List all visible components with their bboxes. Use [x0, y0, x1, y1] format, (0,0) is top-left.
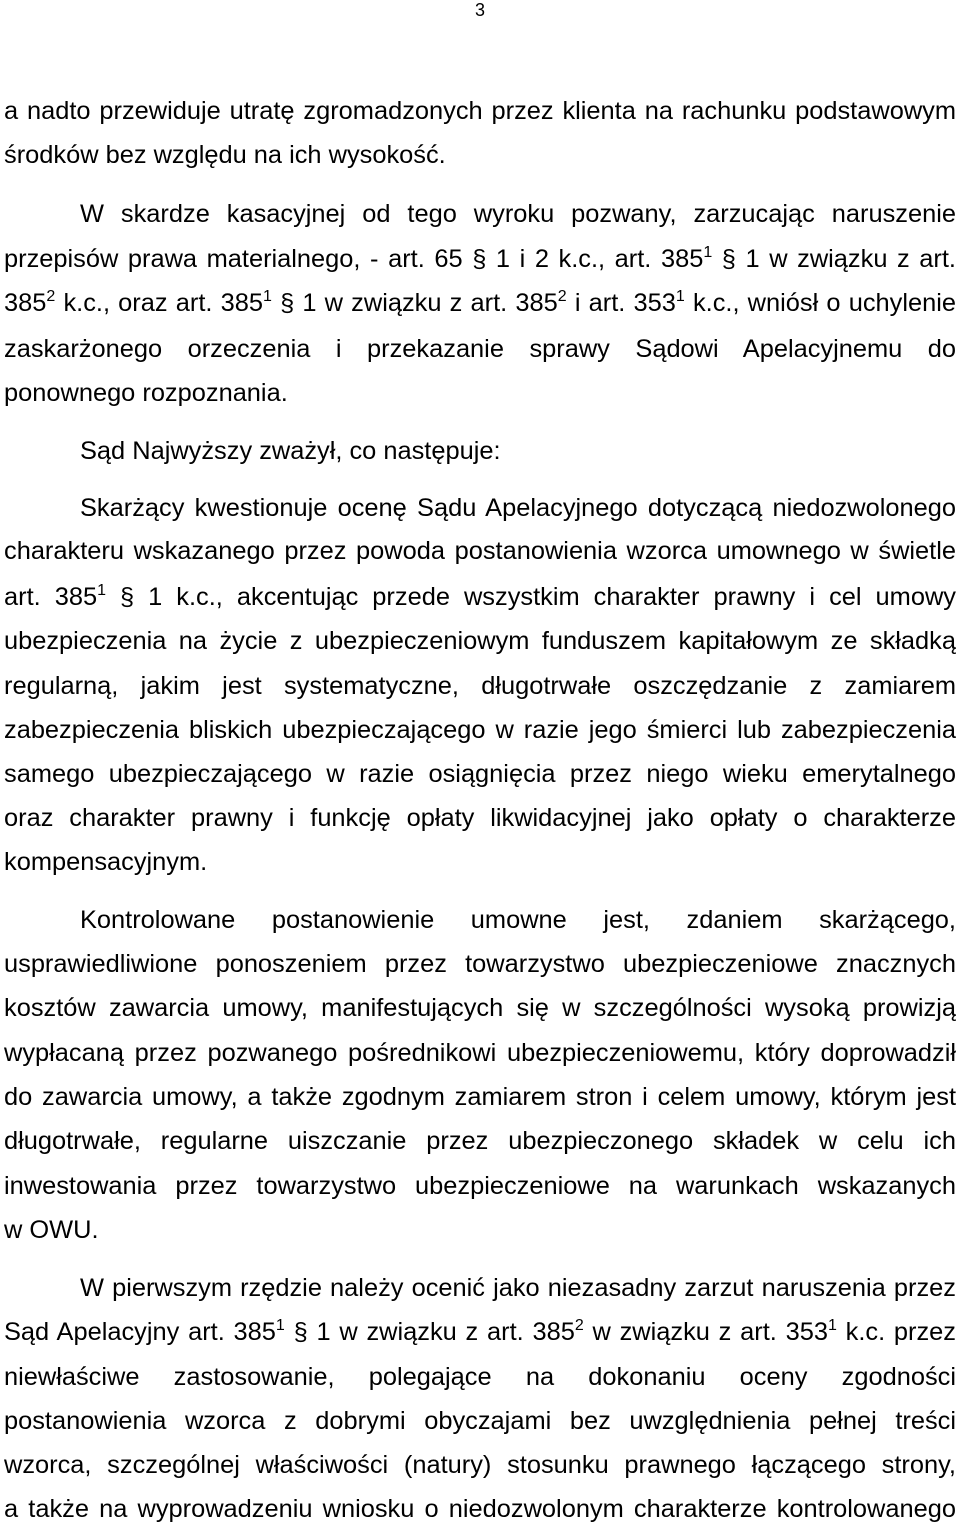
text-line — [4, 949, 956, 979]
line-text: § 1 w związku z art. 385 — [271, 289, 558, 317]
line-text: § 1 w związku z art. — [712, 245, 956, 273]
line-text: art. 385 — [4, 583, 98, 611]
text-line — [4, 759, 956, 789]
line-text: wypłacaną przez pozwanego pośrednikowi ubezpieczeniowemu, który doprowadził — [4, 1039, 956, 1067]
text-line — [4, 1494, 956, 1524]
superscript: 1 — [275, 1317, 285, 1334]
line-text: ponownego rozpoznania. — [4, 379, 288, 407]
line-text: W skardze kasacyjnej od tego wyroku pozwany, zarzucając naruszenie — [80, 200, 956, 228]
line-text: w OWU. — [4, 1216, 99, 1244]
line-text: a nadto przewiduje utratę zgromadzonych przez klienta na rachunku podstawowym — [4, 97, 956, 125]
text-line — [4, 199, 956, 229]
text-line — [4, 1317, 956, 1347]
line-text: 385 — [4, 289, 47, 317]
line-text: zabezpieczenia bliskich ubezpieczającego w razie jego śmierci lub zabezpieczenia — [4, 716, 956, 744]
line-text: Sąd Apelacyjny art. 385 — [4, 1318, 276, 1346]
line-text: zaskarżonego orzeczenia i przekazanie sprawy Sądowi Apelacyjnemu do — [4, 335, 956, 363]
text-line — [4, 1450, 956, 1480]
superscript: 1 — [97, 582, 106, 599]
page-number: 3 — [474, 0, 485, 20]
text-line — [4, 1171, 956, 1201]
line-text: środków bez względu na ich wysokość. — [4, 141, 446, 169]
line-text: i art. 353 — [566, 289, 676, 317]
line-text: a także na wyprowadzeniu wniosku o niedozwolonym charakterze kontrolowanego — [4, 1495, 956, 1523]
line-text: kosztów zawarcia umowy, manifestujących się w szczególności wysoką prowizją — [4, 994, 956, 1022]
line-text: wzorca, szczególnej właściwości (natury) stosunku prawnego łączącego strony, — [4, 1451, 956, 1479]
text-line — [4, 334, 956, 364]
line-text: k.c., wniósł o uchylenie — [684, 289, 956, 317]
line-text: § 1 k.c., akcentując przede wszystkim charakter prawny i cel umowy — [105, 583, 956, 611]
line-text: k.c. przez — [836, 1318, 956, 1346]
line-text: regularną, jakim jest systematyczne, długotrwałe oszczędzanie z zamiarem — [4, 672, 956, 700]
superscript: 1 — [827, 1317, 837, 1334]
text-line — [4, 536, 956, 566]
text-line — [4, 715, 956, 745]
line-text: inwestowania przez towarzystwo ubezpieczeniowe na warunkach wskazanych — [4, 1172, 956, 1200]
text-line — [4, 803, 956, 833]
line-text: niewłaściwe zastosowanie, polegające na dokonaniu oceny zgodności — [4, 1363, 956, 1391]
line-text: § 1 w związku z art. 385 — [284, 1318, 575, 1346]
line-text: do zawarcia umowy, a także zgodnym zamiarem stron i celem umowy, którym jest — [4, 1083, 956, 1111]
superscript: 2 — [574, 1317, 584, 1334]
line-text: usprawiedliwione ponoszeniem przez towarzystwo ubezpieczeniowe znacznych — [4, 950, 956, 978]
superscript: 2 — [46, 288, 56, 305]
line-text: w związku z art. 353 — [583, 1318, 828, 1346]
text-line — [4, 244, 956, 274]
line-text: oraz charakter prawny i funkcję opłaty likwidacyjnej jako opłaty o charakterze — [4, 804, 956, 832]
line-text: postanowienia wzorca z dobrymi obyczajami bez uwzględnienia pełnej treści — [4, 1407, 956, 1435]
text-line — [4, 493, 956, 523]
text-line — [4, 436, 956, 466]
text-line — [4, 671, 956, 701]
line-text: Sąd Najwyższy zważył, co następuje: — [80, 437, 501, 465]
line-text: k.c., oraz art. 385 — [55, 289, 263, 317]
text-line — [4, 1406, 956, 1436]
text-line — [4, 993, 956, 1023]
text-line — [4, 626, 956, 656]
line-text: W pierwszym rzędzie należy ocenić jako niezasadny zarzut naruszenia przez — [80, 1274, 956, 1302]
line-text: długotrwałe, regularne uiszczanie przez ubezpieczonego składek w celu ich — [4, 1127, 956, 1155]
text-line — [4, 1362, 956, 1392]
text-line — [4, 1215, 956, 1245]
text-line — [4, 1038, 956, 1068]
line-text: kompensacyjnym. — [4, 848, 208, 876]
text-line — [4, 288, 956, 318]
text-line — [4, 1082, 956, 1112]
superscript: 1 — [675, 288, 685, 305]
line-text: charakteru wskazanego przez powoda postanowienia wzorca umownego w świetle — [4, 537, 956, 565]
line-text: ubezpieczenia na życie z ubezpieczeniowym funduszem kapitałowym ze składką — [4, 627, 956, 655]
text-line — [4, 847, 956, 877]
superscript: 2 — [557, 288, 567, 305]
text-line — [4, 1126, 956, 1156]
line-text: samego ubezpieczającego w razie osiągnięcia przez niego wieku emerytalnego — [4, 760, 956, 788]
text-line — [4, 140, 956, 170]
superscript: 1 — [262, 288, 272, 305]
text-line — [4, 1273, 956, 1303]
line-text: Kontrolowane postanowienie umowne jest, zdaniem skarżącego, — [80, 906, 956, 934]
text-line — [4, 582, 956, 612]
text-line — [4, 378, 956, 408]
text-line — [4, 96, 956, 126]
line-text: przepisów prawa materialnego, - art. 65 § 1 i 2 k.c., art. 385 — [4, 245, 704, 273]
line-text: Skarżący kwestionuje ocenę Sądu Apelacyjnego dotyczącą niedozwolonego — [80, 494, 956, 522]
superscript: 1 — [703, 244, 713, 261]
text-line — [4, 905, 956, 935]
